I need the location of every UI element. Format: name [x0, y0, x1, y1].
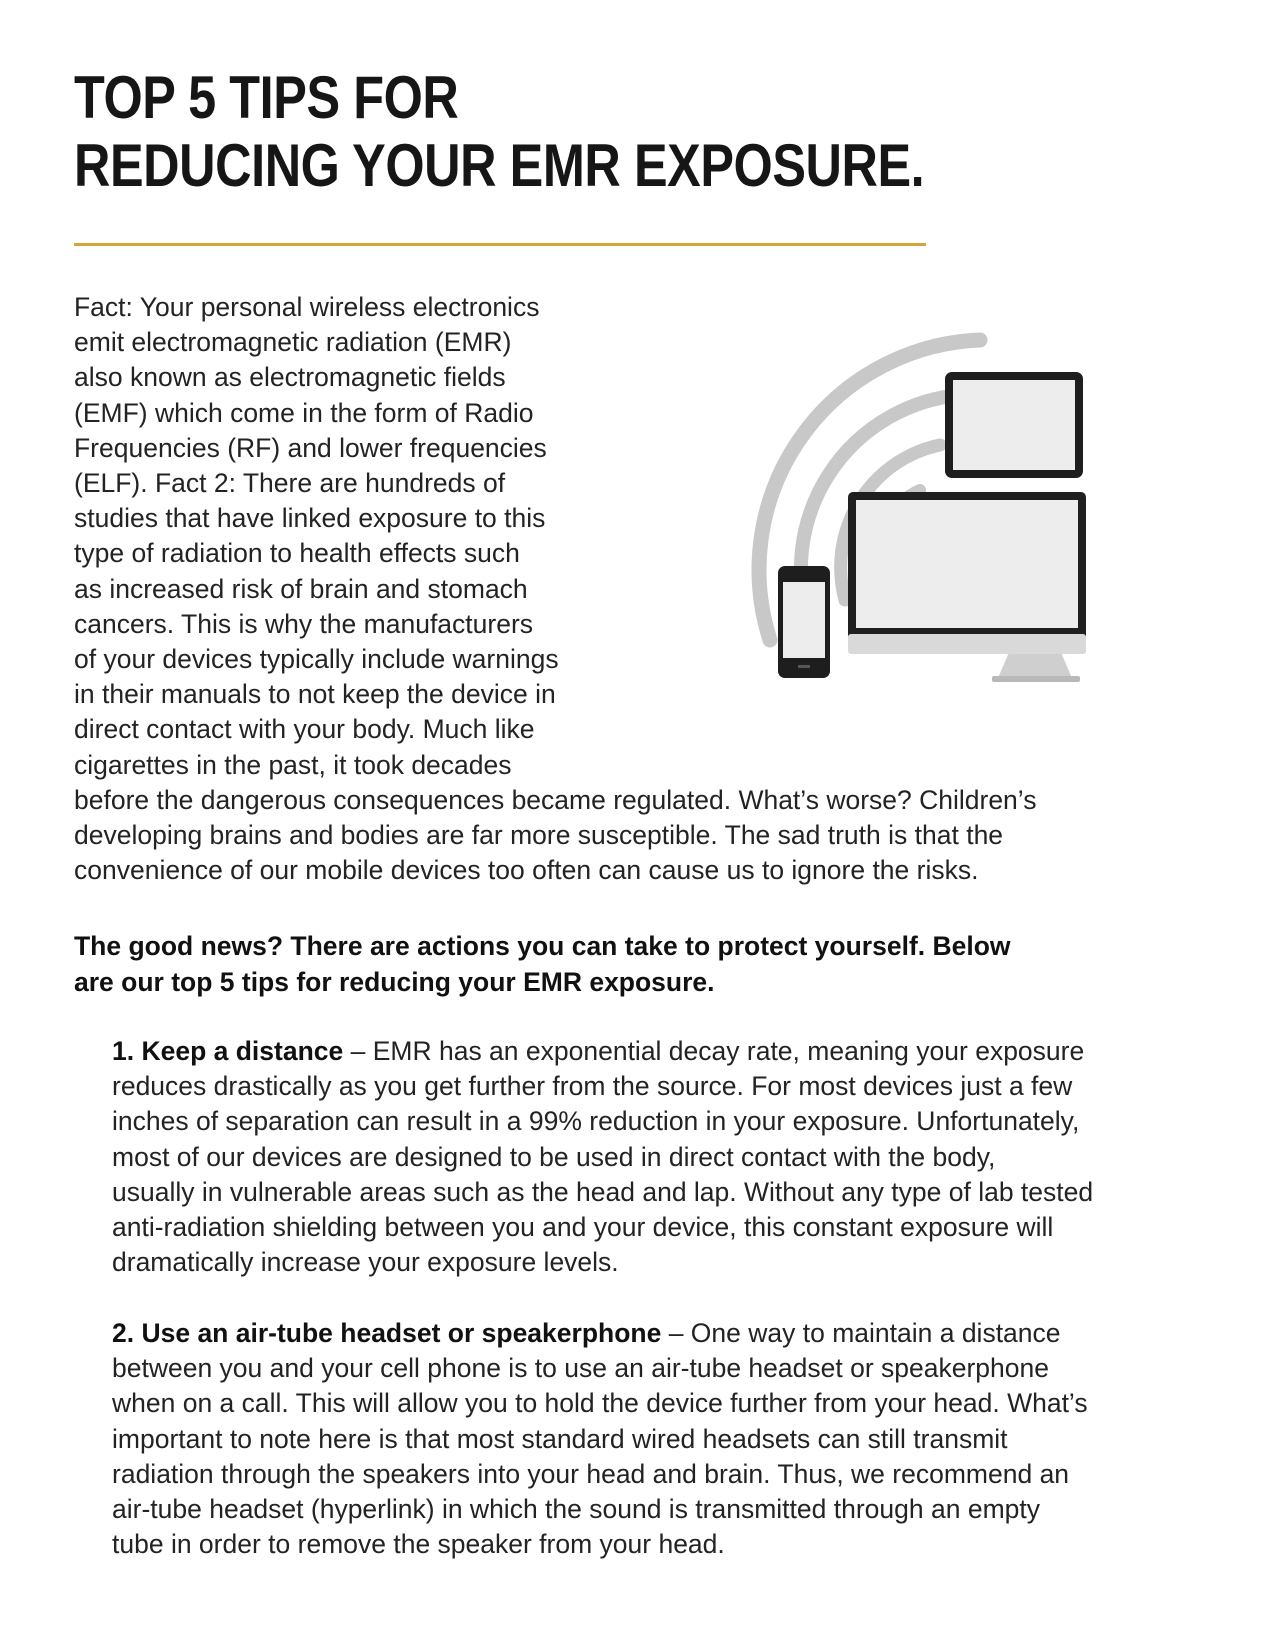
title-line-2: REDUCING YOUR EMR EXPOSURE.	[74, 132, 925, 199]
intro-line: as increased risk of brain and stomach	[74, 573, 528, 604]
intro-line: of your devices typically include warnings	[74, 644, 559, 675]
intro-line: Fact: Your personal wireless electronics	[74, 292, 540, 322]
intro-line: type of radiation to health effects such	[74, 538, 520, 569]
tip-first-line-text: – EMR has an exponential decay rate, meaning your exposure	[343, 1036, 1085, 1066]
intro-paragraph	[74, 290, 1134, 888]
intro-line: in their manuals to not keep the device in	[74, 679, 556, 710]
intro-line: cancers. This is why the manufacturers	[74, 608, 534, 639]
tip-first-line-text: – One way to maintain a distance	[661, 1318, 1061, 1348]
intro-line: studies that have linked exposure to this	[74, 503, 546, 534]
tip-heading: 1. Keep a distance	[112, 1036, 344, 1066]
tip-line: usually in vulnerable areas such as the head and lap. Without any type of lab tested	[112, 1176, 1094, 1207]
intro-line: developing brains and bodies are far more susceptible. The sad truth is that the	[74, 820, 1004, 851]
tip-line: most of our devices are designed to be used in direct contact with the body,	[112, 1141, 996, 1172]
lead-line: are our top 5 tips for reducing your EMR exposure.	[74, 967, 715, 997]
tip-heading: 2. Use an air-tube headset or speakerphone	[112, 1318, 662, 1348]
tip-line: reduces drastically as you get further from the source. For most devices just a few	[112, 1071, 1073, 1102]
tip-2	[112, 1316, 1192, 1562]
tip-line: between you and your cell phone is to use an air-tube headset or speakerphone	[112, 1353, 1049, 1384]
tip-line: anti-radiation shielding between you and your device, this constant exposure will	[112, 1212, 1054, 1243]
intro-line: (ELF). Fact 2: There are hundreds of	[74, 468, 506, 499]
tip-line: when on a call. This will allow you to hold the device further from your head. What’s	[112, 1388, 1088, 1419]
tip-first-line	[112, 1034, 1192, 1069]
intro-line: convenience of our mobile devices too often can cause us to ignore the risks.	[74, 855, 979, 886]
lead-paragraph	[74, 928, 1154, 1000]
tip-line: air-tube headset (hyperlink) in which the sound is transmitted through an empty	[112, 1494, 1040, 1525]
intro-line: emit electromagnetic radiation (EMR)	[74, 327, 512, 358]
tip-first-line	[112, 1316, 1192, 1351]
tip-line: radiation through the speakers into your head and brain. Thus, we recommend an	[112, 1458, 1070, 1489]
intro-line: cigarettes in the past, it took decades	[74, 749, 512, 780]
tip-line: inches of separation can result in a 99% reduction in your exposure. Unfortunately,	[112, 1106, 1080, 1137]
tip-line: important to note here is that most standard wired headsets can still transmit	[112, 1423, 1008, 1454]
page-title	[74, 64, 924, 200]
tip-1	[112, 1034, 1192, 1280]
intro-line: also known as electromagnetic fields	[74, 362, 506, 393]
intro-line: before the dangerous consequences became regulated. What’s worse? Children’s	[74, 784, 1037, 815]
intro-line: (EMF) which come in the form of Radio	[74, 397, 534, 428]
tip-line: tube in order to remove the speaker from your head.	[112, 1529, 725, 1560]
tip-line: dramatically increase your exposure levels.	[112, 1247, 619, 1278]
title-line-1: TOP 5 TIPS FOR	[74, 64, 459, 131]
title-divider	[74, 243, 926, 246]
intro-line: direct contact with your body. Much like	[74, 714, 535, 745]
intro-line: Frequencies (RF) and lower frequencies	[74, 432, 547, 463]
lead-line: The good news? There are actions you can take to protect yourself. Below	[74, 931, 1011, 961]
